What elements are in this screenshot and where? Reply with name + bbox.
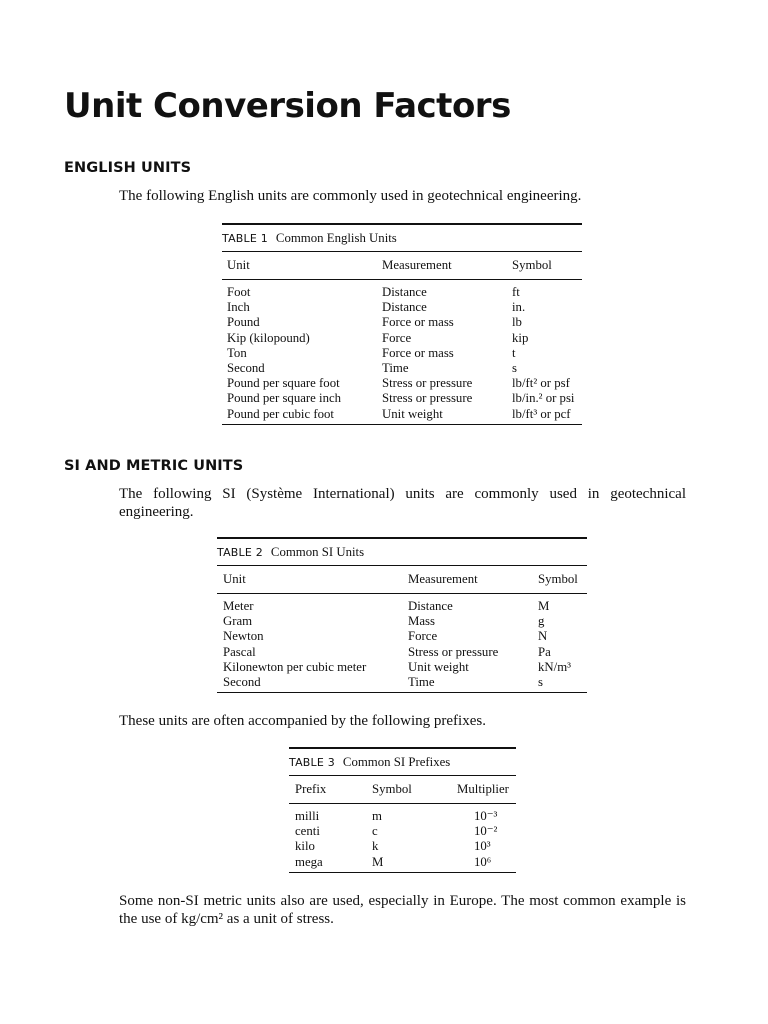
column-header-measurement: Measurement: [408, 572, 478, 586]
table-title: Common English Units: [275, 231, 397, 245]
cell-symbol: M: [538, 599, 550, 613]
cell-measurement: Force or mass: [382, 315, 454, 330]
table-row: [217, 675, 587, 690]
cell-symbol: ft: [512, 285, 520, 299]
table-body: [217, 594, 587, 693]
cell-unit: Pound per square foot: [227, 376, 340, 391]
table-row: [217, 614, 587, 629]
cell-symbol: s: [512, 360, 517, 375]
column-header-multiplier: Multiplier: [457, 782, 509, 796]
cell-symbol: lb: [512, 315, 522, 330]
cell-prefix: kilo: [295, 839, 315, 854]
cell-prefix: centi: [295, 824, 320, 839]
cell-unit: Pound per square inch: [227, 391, 342, 406]
table-label: TABLE 3: [289, 756, 335, 769]
table-row: [289, 809, 516, 824]
table-row: [222, 285, 582, 300]
column-header-symbol: Symbol: [538, 572, 578, 586]
table-row: [222, 315, 582, 330]
cell-symbol: lb/ft³ or pcf: [512, 406, 571, 421]
table-label: TABLE 2: [217, 546, 263, 559]
cell-symbol: m: [372, 809, 382, 823]
column-header-symbol: Symbol: [512, 258, 552, 272]
cell-symbol: t: [512, 345, 516, 360]
cell-symbol: in.: [512, 300, 526, 315]
cell-multiplier: 10⁻²: [474, 824, 498, 839]
table-row: [222, 391, 582, 406]
table-body: [289, 804, 516, 873]
cell-symbol: k: [372, 839, 379, 854]
table-header-row: [217, 566, 587, 594]
cell-measurement: Stress or pressure: [382, 391, 473, 406]
table-row: [222, 407, 582, 422]
table-common-si-units: [217, 537, 587, 693]
table-row: [222, 346, 582, 361]
page-title: Unit Conversion Factors: [64, 86, 511, 126]
table-header-row: [222, 252, 582, 280]
cell-measurement: Unit weight: [382, 406, 443, 421]
column-header-unit: Unit: [223, 572, 246, 586]
cell-unit: Pound: [227, 315, 260, 330]
table-row: [217, 645, 587, 660]
table-header-row: [289, 776, 516, 804]
section-heading-si-metric-units: SI AND METRIC UNITS: [64, 458, 244, 474]
table-row: [289, 824, 516, 839]
prefix-intro: These units are often accompanied by the following prefixes.: [119, 713, 486, 729]
cell-symbol: kN/m³: [538, 659, 571, 674]
cell-unit: Second: [227, 360, 265, 375]
column-header-unit: Unit: [227, 258, 250, 272]
cell-prefix: mega: [295, 854, 323, 869]
table-row: [217, 599, 587, 614]
cell-measurement: Stress or pressure: [408, 644, 499, 659]
cell-symbol: Pa: [538, 644, 551, 659]
cell-measurement: Mass: [408, 614, 436, 629]
cell-symbol: lb/ft² or psf: [512, 376, 570, 391]
closing-paragraph: Some non-SI metric units also are used, especially in Europe. The most common example is the use of kg/cm² as a unit of stress.: [119, 893, 686, 927]
cell-symbol: lb/in.² or psi: [512, 391, 575, 406]
cell-unit: Pascal: [223, 644, 256, 659]
cell-symbol: N: [538, 629, 548, 644]
cell-symbol: M: [372, 854, 384, 869]
cell-unit: Kilonewton per cubic meter: [223, 659, 367, 674]
si-units-intro: The following SI (Système International) units are commonly used in geotechnical engineering.: [119, 486, 686, 520]
cell-measurement: Distance: [382, 300, 427, 315]
cell-prefix: milli: [295, 809, 320, 823]
cell-measurement: Time: [382, 360, 409, 375]
table-caption: [217, 537, 587, 566]
table-row: [217, 629, 587, 644]
table-row: [289, 839, 516, 854]
table-common-english-units: [222, 223, 582, 425]
cell-measurement: Force: [382, 330, 412, 345]
cell-measurement: Distance: [408, 599, 453, 613]
table-row: [222, 331, 582, 346]
section-heading-english-units: ENGLISH UNITS: [64, 160, 192, 176]
cell-symbol: s: [538, 674, 543, 689]
cell-multiplier: 10⁻³: [474, 809, 498, 823]
cell-unit: Gram: [223, 614, 253, 629]
table-caption: [289, 747, 516, 776]
table-row: [222, 300, 582, 315]
cell-unit: Pound per cubic foot: [227, 406, 334, 421]
cell-measurement: Time: [408, 674, 435, 689]
cell-unit: Foot: [227, 285, 251, 299]
table-row: [217, 660, 587, 675]
cell-symbol: kip: [512, 330, 529, 345]
table-row: [222, 376, 582, 391]
table-body: [222, 280, 582, 425]
cell-measurement: Unit weight: [408, 659, 469, 674]
column-header-prefix: Prefix: [295, 782, 327, 796]
table-row: [289, 855, 516, 870]
cell-unit: Ton: [227, 345, 247, 360]
cell-multiplier: 10³: [474, 839, 491, 854]
cell-measurement: Stress or pressure: [382, 376, 473, 391]
cell-unit: Inch: [227, 300, 250, 315]
table-title: Common SI Units: [270, 545, 365, 559]
table-common-si-prefixes: [289, 747, 516, 873]
cell-unit: Kip (kilopound): [227, 330, 310, 345]
table-title: Common SI Prefixes: [342, 755, 451, 769]
cell-measurement: Force: [408, 629, 438, 644]
cell-measurement: Distance: [382, 285, 427, 299]
cell-unit: Meter: [223, 599, 254, 613]
cell-unit: Newton: [223, 629, 264, 644]
table-caption: [222, 223, 582, 252]
cell-symbol: c: [372, 824, 378, 839]
cell-symbol: g: [538, 614, 545, 629]
cell-measurement: Force or mass: [382, 345, 454, 360]
cell-multiplier: 10⁶: [474, 854, 492, 869]
table-row: [222, 361, 582, 376]
cell-unit: Second: [223, 674, 261, 689]
table-label: TABLE 1: [222, 232, 268, 245]
column-header-symbol: Symbol: [372, 782, 412, 796]
english-units-intro: The following English units are commonly used in geotechnical engineering.: [119, 188, 582, 204]
column-header-measurement: Measurement: [382, 258, 452, 272]
